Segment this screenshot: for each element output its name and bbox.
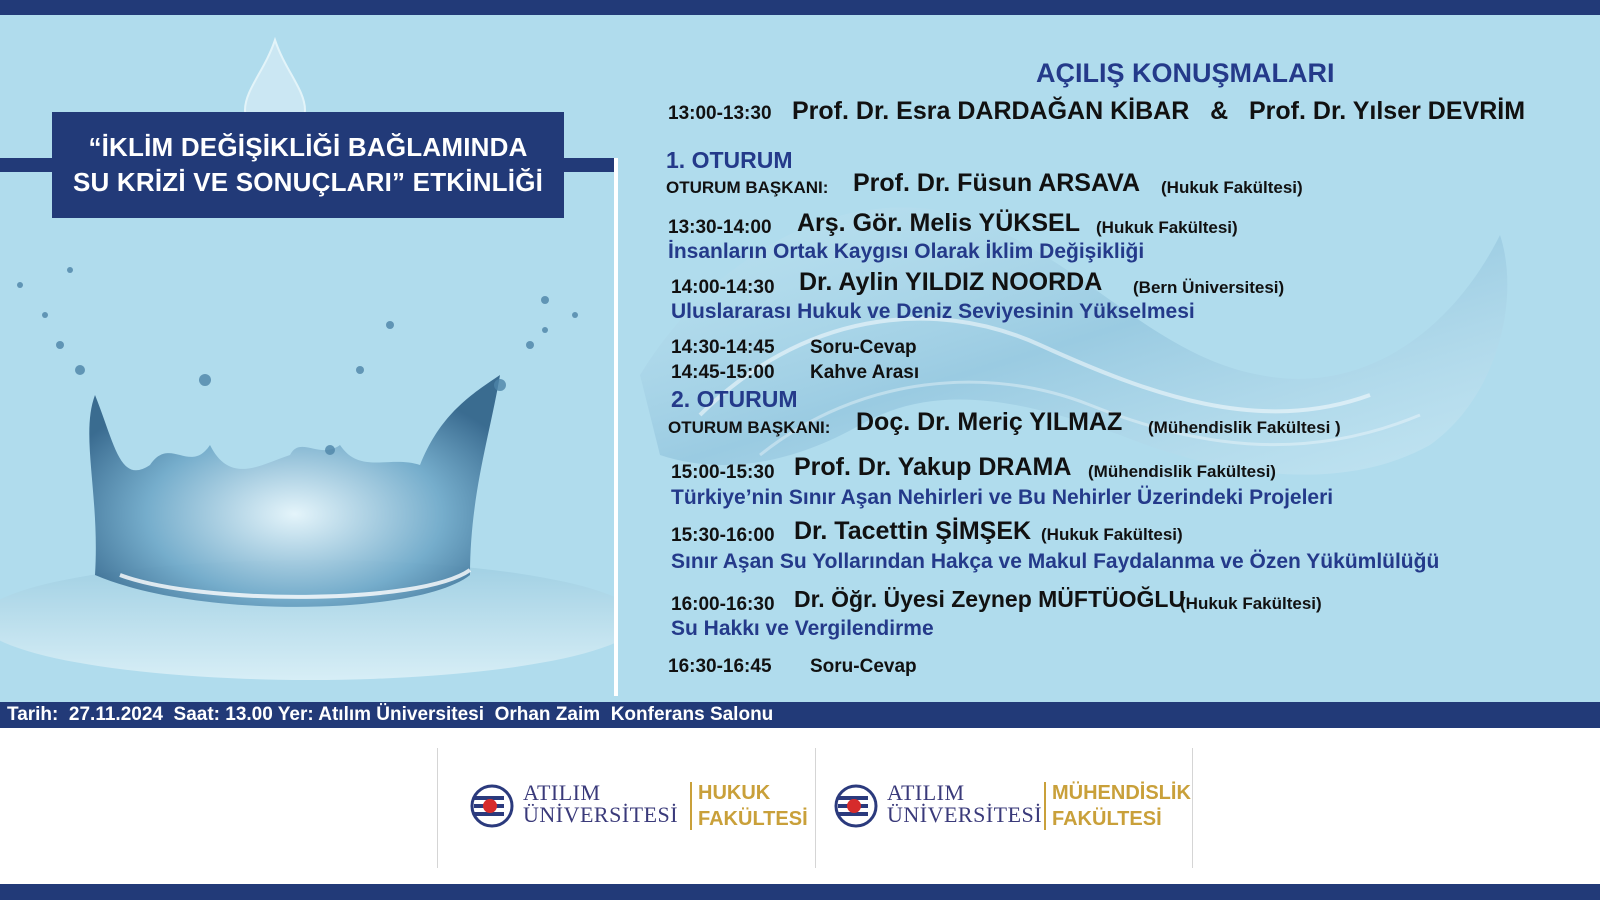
session2-chair-label: OTURUM BAŞKANI: xyxy=(668,418,831,437)
talk-time: 16:00-16:30 xyxy=(671,594,775,615)
session2-chair-name: Doç. Dr. Meriç YILMAZ xyxy=(856,408,1123,436)
talk-topic: Su Hakkı ve Vergilendirme xyxy=(671,617,934,640)
logo-separator xyxy=(815,748,816,868)
logo-divider xyxy=(690,782,692,830)
talk-speaker: Dr. Tacettin ŞİMŞEK xyxy=(794,517,1032,545)
talk-affiliation: (Bern Üniversitesi) xyxy=(1133,278,1285,297)
faculty-name-line1: MÜHENDİSLİK xyxy=(1052,782,1191,804)
atilim-logo-icon xyxy=(832,784,880,832)
talk-affiliation: (Hukuk Fakültesi) xyxy=(1180,594,1322,613)
panel-divider xyxy=(614,158,618,696)
talk-speaker: Prof. Dr. Yakup DRAMA xyxy=(794,453,1072,481)
talk-speaker: Arş. Gör. Melis YÜKSEL xyxy=(797,209,1080,237)
talk-topic: İnsanların Ortak Kaygısı Olarak İklim Değişikliği xyxy=(668,240,1145,263)
university-name-line1: ATILIM xyxy=(523,780,601,805)
opening-heading: AÇILIŞ KONUŞMALARI xyxy=(1036,58,1335,88)
closing-time: 16:30-16:45 xyxy=(668,656,772,677)
talk-affiliation: (Hukuk Fakültesi) xyxy=(1041,525,1183,544)
closing-label: Soru-Cevap xyxy=(810,656,917,677)
break-time: 14:30-14:45 xyxy=(671,337,775,358)
talk-topic: Türkiye’nin Sınır Aşan Nehirleri ve Bu Nehirler Üzerindeki Projeleri xyxy=(671,486,1334,509)
atilim-logo-icon xyxy=(468,784,516,832)
event-title-line2: SU KRİZİ VE SONUÇLARI” ETKİNLİĞİ xyxy=(72,167,544,197)
opening-speakers: Prof. Dr. Esra DARDAĞAN KİBAR & Prof. Dr. Yılser DEVRİM xyxy=(792,97,1526,125)
session1-chair-name: Prof. Dr. Füsun ARSAVA xyxy=(853,169,1141,197)
logo-engineering-faculty xyxy=(832,778,1191,838)
session2-chair-affiliation: (Mühendislik Fakültesi ) xyxy=(1148,418,1341,437)
talk-time: 15:30-16:00 xyxy=(671,525,775,546)
break-time: 14:45-15:00 xyxy=(671,362,775,383)
talk-speaker: Dr. Öğr. Üyesi Zeynep MÜFTÜOĞLU xyxy=(794,586,1186,612)
talk-time: 15:00-15:30 xyxy=(671,462,775,483)
talk-topic: Sınır Aşan Su Yollarından Hakça ve Makul Faydalanma ve Özen Yükümlülüğü xyxy=(671,550,1440,573)
talk-affiliation: (Hukuk Fakültesi) xyxy=(1096,218,1238,237)
talk-time: 13:30-14:00 xyxy=(668,217,772,238)
bottom-border xyxy=(0,884,1600,900)
talk-affiliation: (Mühendislik Fakültesi) xyxy=(1088,462,1276,481)
session1-heading: 1. OTURUM xyxy=(666,147,793,173)
session1-chair-affiliation: (Hukuk Fakültesi) xyxy=(1161,178,1303,197)
event-title-line1: “İKLİM DEĞİŞİKLİĞİ BAĞLAMINDA xyxy=(88,132,528,162)
top-border xyxy=(0,0,1600,15)
logo-separator xyxy=(437,748,438,868)
session2-heading: 2. OTURUM xyxy=(671,386,798,412)
break-label: Soru-Cevap xyxy=(810,337,917,358)
opening-time: 13:00-13:30 xyxy=(668,103,772,124)
faculty-name-line2: FAKÜLTESİ xyxy=(1052,808,1162,830)
faculty-name-line2: FAKÜLTESİ xyxy=(698,808,808,830)
logo-separator xyxy=(1192,748,1193,868)
logo-law-faculty xyxy=(468,778,808,838)
logo-divider xyxy=(1044,782,1046,830)
university-name-line2: ÜNİVERSİTESİ xyxy=(523,802,679,827)
event-title-box xyxy=(52,112,564,218)
session1-chair-label: OTURUM BAŞKANI: xyxy=(666,178,829,197)
university-name-line1: ATILIM xyxy=(887,780,965,805)
event-info-text: Tarih: 27.11.2024 Saat: 13.00 Yer: Atılım Üniversitesi Orhan Zaim Konferans Salonu xyxy=(7,704,774,725)
talk-topic: Uluslararası Hukuk ve Deniz Seviyesinin Yükselmesi xyxy=(671,300,1195,323)
talk-speaker: Dr. Aylin YILDIZ NOORDA xyxy=(799,268,1103,296)
faculty-name-line1: HUKUK xyxy=(698,782,771,804)
break-label: Kahve Arası xyxy=(810,362,920,383)
university-name-line2: ÜNİVERSİTESİ xyxy=(887,802,1043,827)
talk-time: 14:00-14:30 xyxy=(671,277,775,298)
